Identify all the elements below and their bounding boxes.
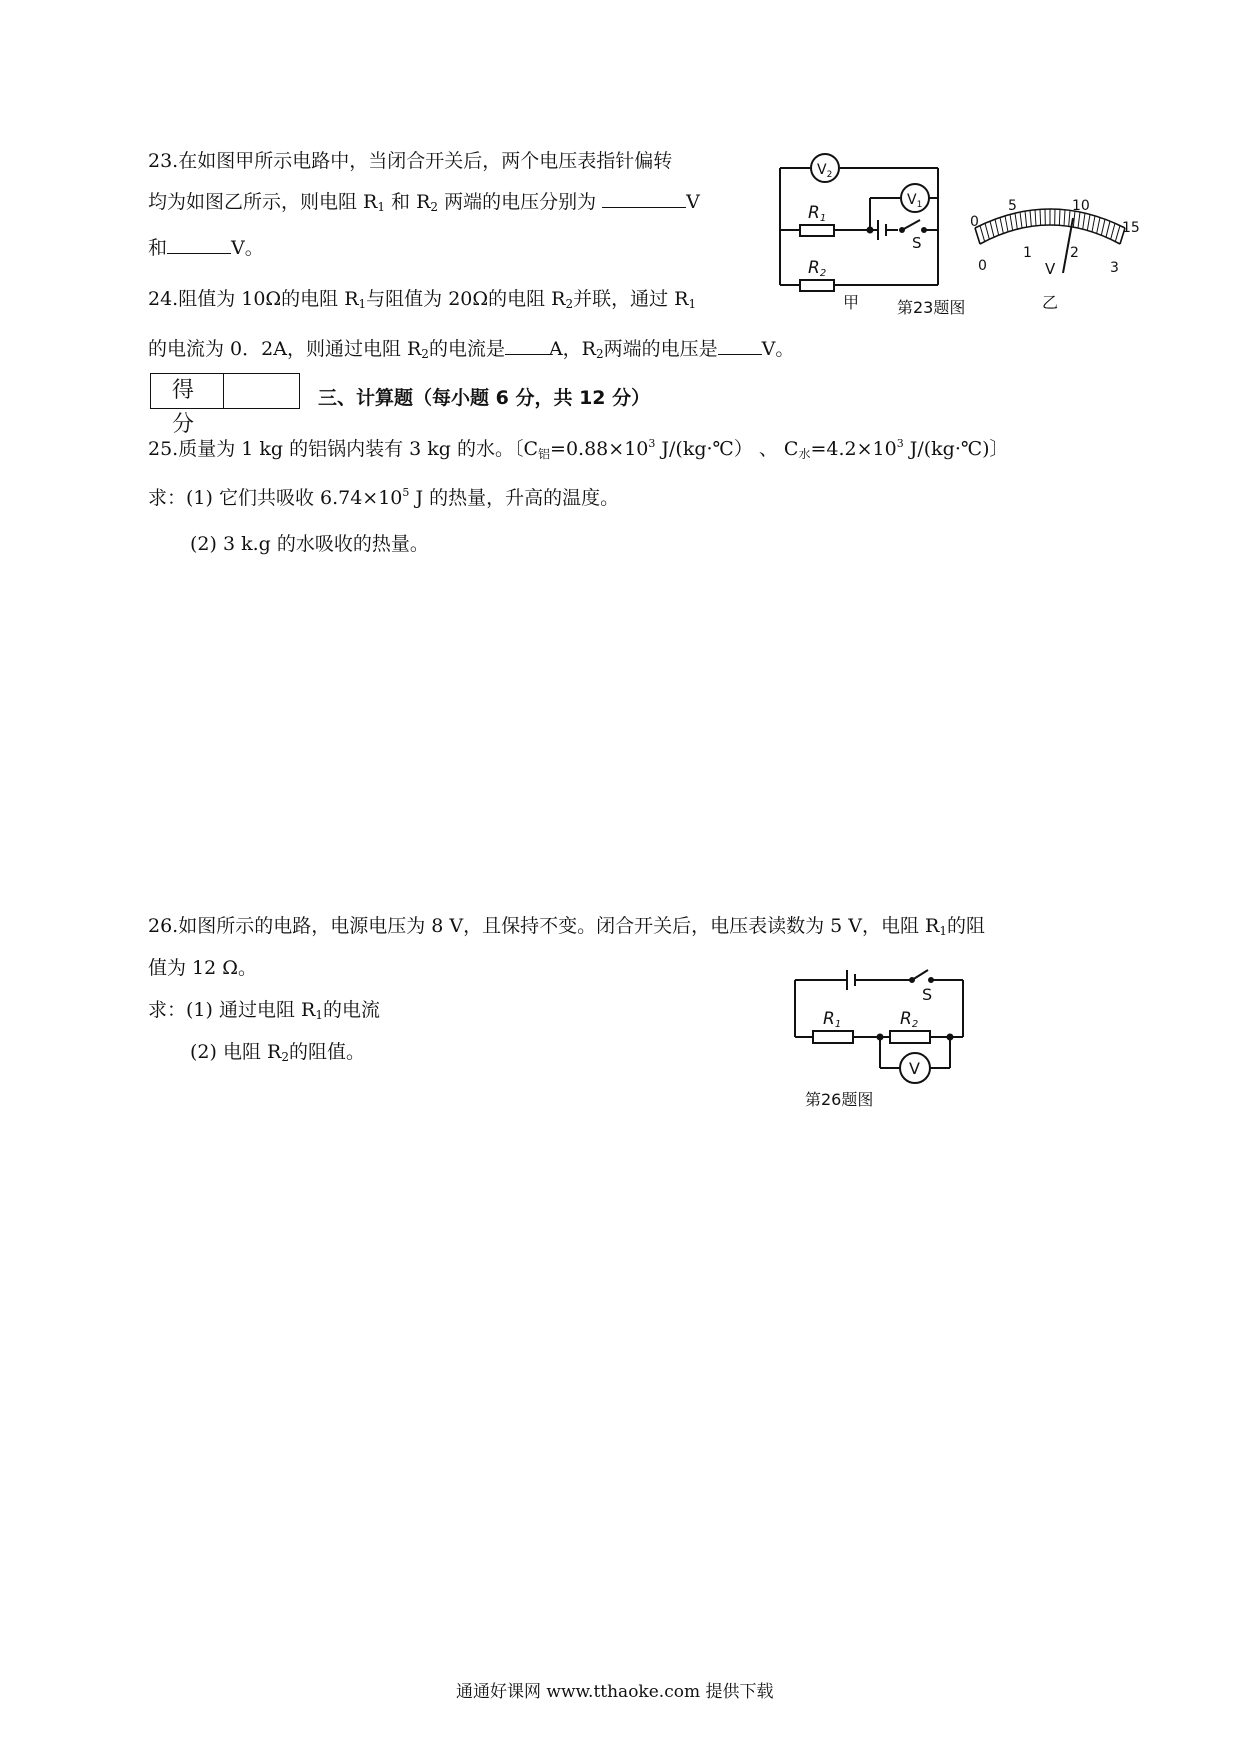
meter-tick: [1106, 221, 1110, 237]
meter-tick: [1092, 216, 1095, 232]
q26-line3: 求：(1) 通过电阻 $R_1$的电流: [148, 999, 380, 1022]
meter-unit: V: [1045, 260, 1056, 278]
footer-source: 通通好课网 www.tthaoke.com 提供下载: [456, 1682, 774, 1702]
meter-tick: [1115, 226, 1120, 242]
svg-text:R2: R2: [900, 1009, 919, 1030]
meter-tick: [1010, 214, 1013, 230]
scale-top-10: 10: [1072, 198, 1090, 214]
scale-top-5: 5: [1008, 198, 1017, 214]
meter-tick: [1000, 217, 1003, 233]
meter-tick: [1015, 213, 1017, 229]
meter-tick: [1040, 209, 1041, 225]
scale-bottom-3: 3: [1110, 260, 1119, 276]
q26-line1: 26.如图所示的电路，电源电压为 8 V，且保持不变。闭合开关后，电压表读数为 5 V，电阻 $R_1$的阻: [148, 915, 985, 938]
section-3-title: 三、计算题（每小题 6 分，共 12 分）: [318, 387, 651, 409]
svg-text:V1: $V_1$: [907, 192, 923, 210]
meter-tick: [1064, 210, 1065, 226]
scale-top-0: 0: [970, 214, 979, 230]
score-label: 得 分: [151, 374, 224, 408]
q23-line3: 和 V。: [148, 237, 264, 259]
switch-label: S: [912, 234, 922, 252]
scale-bottom-0: 0: [978, 258, 987, 274]
meter-tick: [1069, 210, 1070, 226]
svg-text:V: V: [909, 1059, 920, 1078]
q23-line2: 均为如图乙所示，则电阻 $R_1$ 和 $R_2$ 两端的电压分别为 V: [148, 191, 700, 214]
meter-tick: [995, 219, 999, 235]
scale-top-15: 15: [1122, 220, 1140, 236]
scale-bottom-2: 2: [1070, 245, 1079, 261]
meter-tick: [975, 228, 980, 244]
svg-text:R2: R2: [808, 258, 827, 279]
score-box: [150, 373, 300, 437]
q23-line1: 23.在如图甲所示电路中，当闭合开关后，两个电压表指针偏转: [148, 150, 673, 172]
meter-tick: [1097, 217, 1100, 233]
svg-text:R1: R1: [823, 1009, 842, 1030]
meter-tick: [1101, 219, 1105, 235]
q24-line2: 的电流为 0．2A，则通过电阻 $R_2$的电流是 A，$R_2$两端的电压是 V。: [148, 338, 795, 361]
meter-tick: [1030, 210, 1031, 226]
meter-tick: [985, 223, 989, 239]
q26-line4: (2) 电阻 $R_2$的阻值。: [190, 1041, 365, 1064]
q25-line1: 25.质量为 1 kg 的铝锅内装有 3 kg 的水。〔$C_铝=0.88\times 10^3$ J/(kg·℃） 、 $C_水=4.2\times 10^3$ J/(kg·℃)〕: [148, 437, 1009, 461]
figure-26: [785, 962, 985, 1112]
label-yi: 乙: [1042, 293, 1059, 312]
figure-23: [770, 148, 1150, 318]
meter-tick: [1111, 223, 1115, 239]
q23-answer-blank-2[interactable]: [167, 235, 231, 254]
meter-tick: [1025, 211, 1027, 227]
caption-23: 第23题图: [897, 298, 966, 317]
caption-26: 第26题图: [805, 1090, 874, 1109]
meter-tick: [1087, 214, 1090, 230]
q24-line1: 24.阻值为 10Ω的电阻 $R_1$与阻值为 20Ω的电阻 $R_2$并联，通过 $R_1$: [148, 288, 697, 311]
q24-answer-blank-1[interactable]: [505, 336, 549, 355]
scale-bottom-1: 1: [1023, 245, 1032, 261]
svg-text:R1: R1: [808, 203, 827, 224]
q24-answer-blank-2[interactable]: [718, 336, 762, 355]
meter-tick: [980, 226, 985, 242]
meter-tick: [1005, 216, 1008, 232]
resistor-r1: [800, 225, 834, 236]
q25-line2: 求：(1) 它们共吸收 $6.74\times 10^5$ J 的热量，升高的温度。: [148, 486, 620, 509]
svg-text:V2: $V_2$: [817, 162, 833, 180]
q25-line3: (2) 3 k.g 的水吸收的热量。: [190, 533, 429, 555]
resistor-r1: [813, 1031, 853, 1043]
meter-tick: [990, 221, 994, 237]
meter-tick: [1035, 210, 1036, 226]
meter-tick: [1083, 213, 1085, 229]
switch-label: S: [922, 985, 933, 1004]
q23-answer-blank-1[interactable]: [602, 189, 686, 208]
label-jia: 甲: [843, 293, 860, 312]
resistor-r2: [800, 280, 834, 291]
resistor-r2: [890, 1031, 930, 1043]
meter-tick: [1059, 209, 1060, 225]
meter-tick: [1020, 212, 1022, 228]
q26-line2: 值为 12 Ω。: [148, 957, 258, 979]
meter-tick: [1078, 212, 1080, 228]
